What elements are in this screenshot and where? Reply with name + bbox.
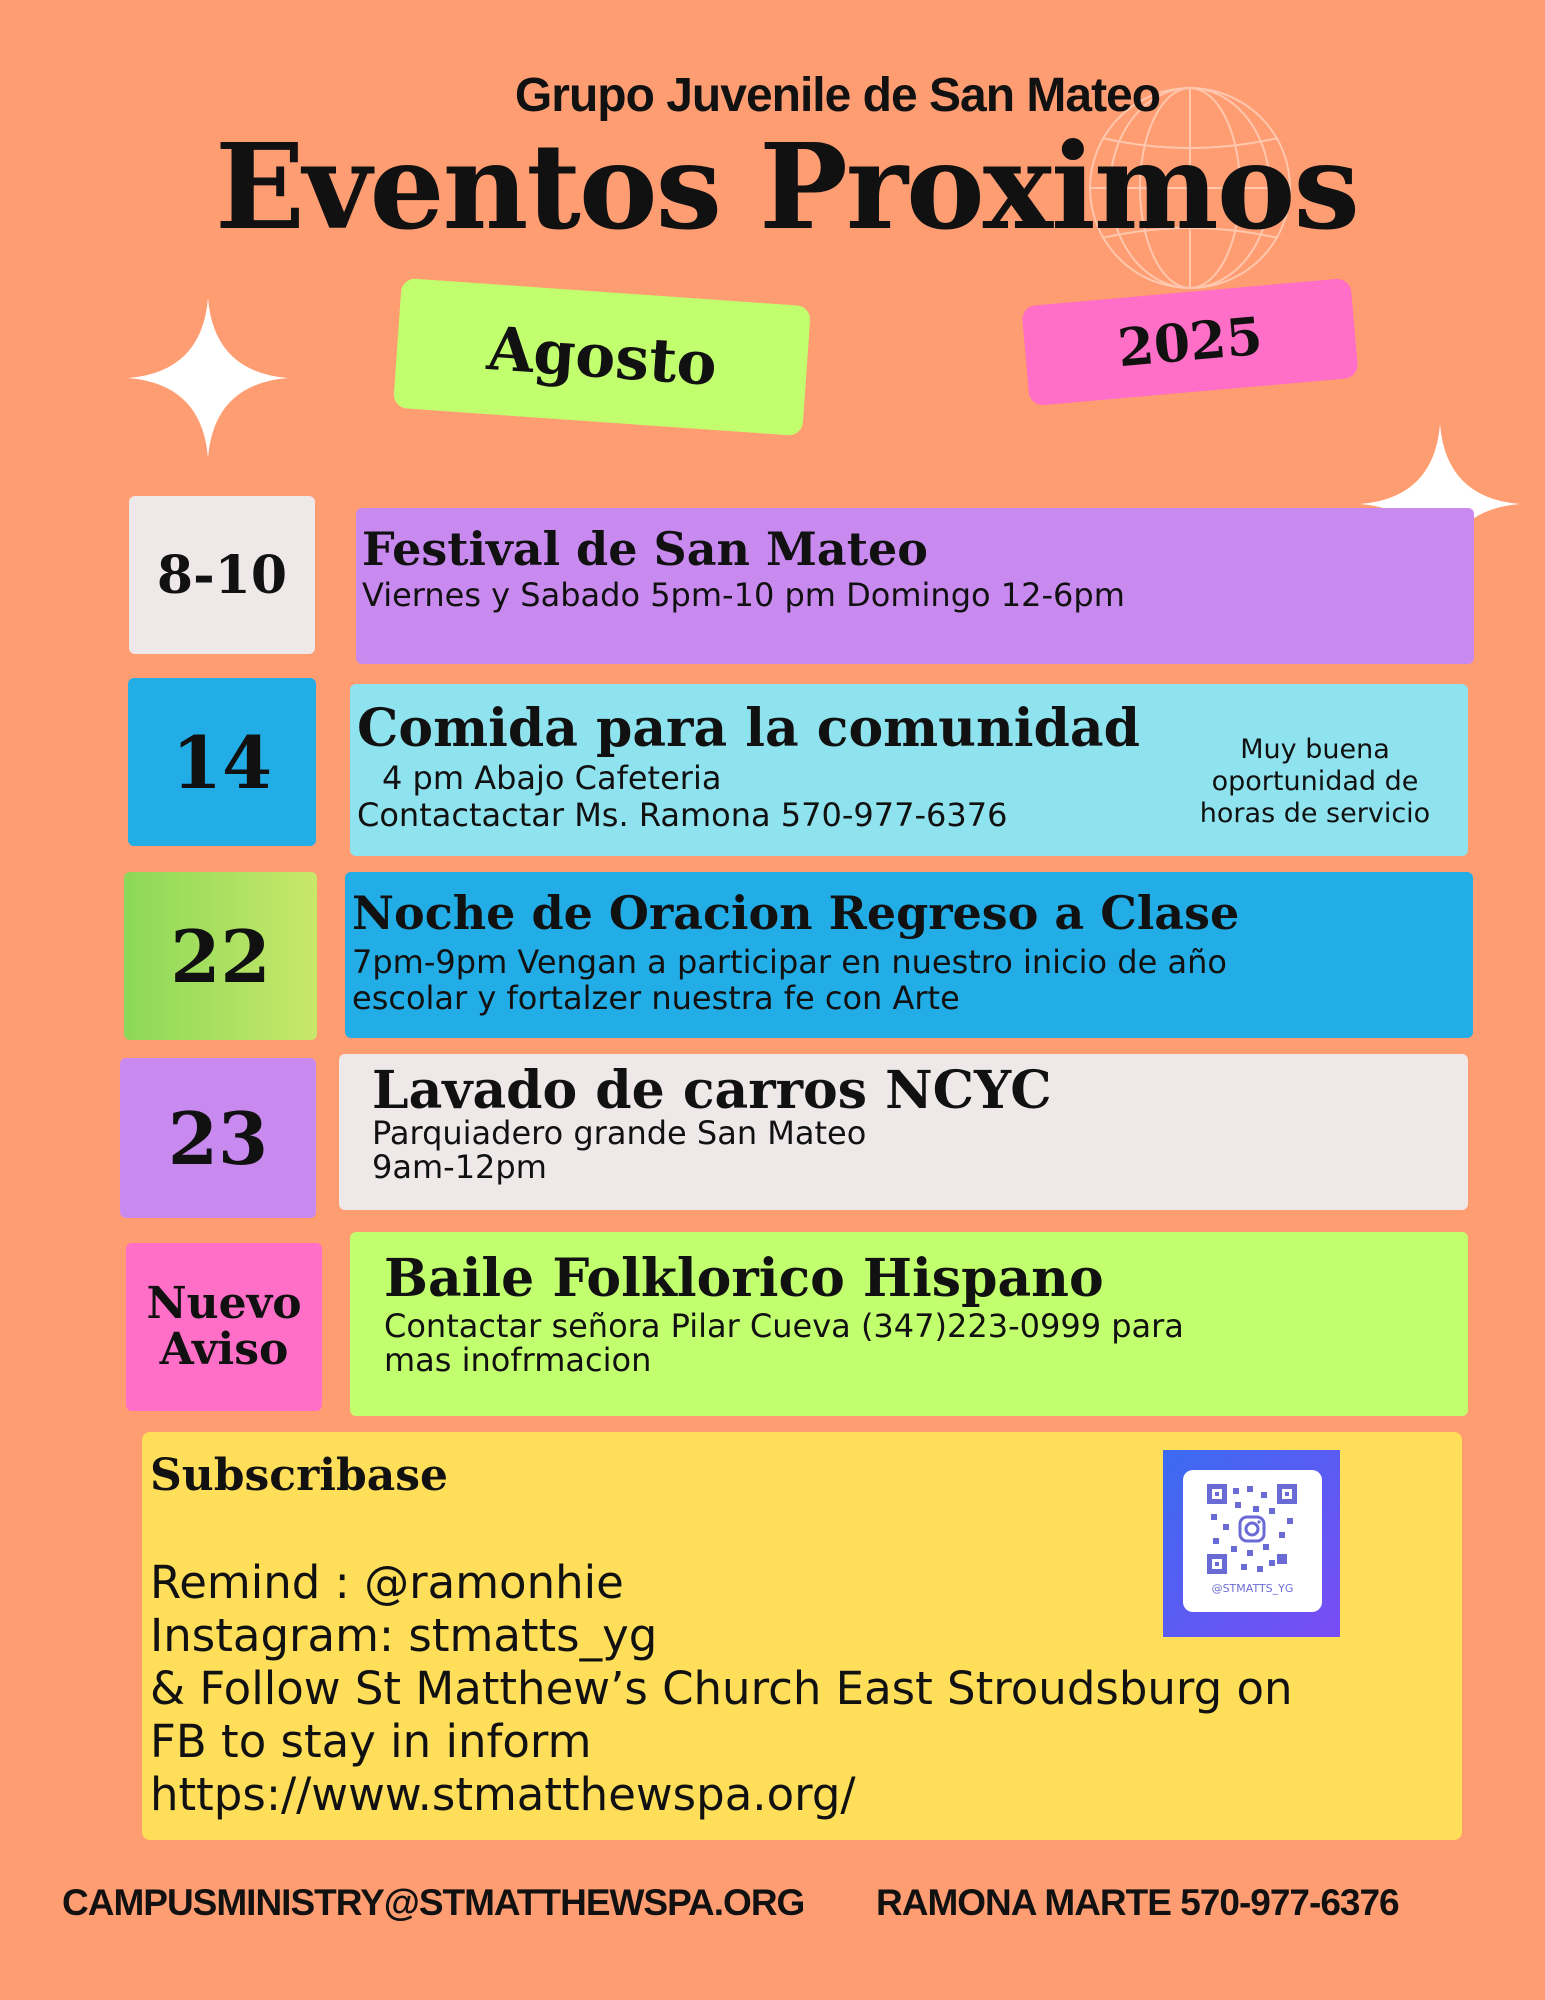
event-details: 7pm-9pm Vengan a participar en nuestro inicio de año xyxy=(352,943,1227,981)
event-date-badge: Nuevo Aviso xyxy=(126,1243,322,1411)
page-title: Eventos Proximos xyxy=(215,117,1358,256)
subscribe-line: FB to stay in inform xyxy=(150,1715,592,1768)
subscribe-line: & Follow St Matthew’s Church East Stroudsburg on xyxy=(150,1662,1293,1715)
qr-code-icon xyxy=(1207,1484,1297,1574)
subscribe-line: Instagram: stmatts_yg xyxy=(150,1609,658,1662)
month-tag: Agosto xyxy=(393,278,811,436)
footer-contact: RAMONA MARTE 570-977-6376 xyxy=(876,1882,1399,1923)
event-title: Comida para la comunidad xyxy=(357,698,1140,759)
event-details: Contactactar Ms. Ramona 570-977-6376 xyxy=(357,796,1008,834)
organization-name: Grupo Juvenile de San Mateo xyxy=(514,69,1161,122)
event-date-badge: 8-10 xyxy=(129,496,315,654)
event-details: mas inofrmacion xyxy=(384,1341,652,1379)
event-title: Noche de Oracion Regreso a Clase xyxy=(352,886,1240,940)
event-note: Muy buena oportunidad de horas de servicio xyxy=(1199,734,1431,829)
event-details: escolar y fortalzer nuestra fe con Arte xyxy=(352,979,960,1017)
qr-code[interactable] xyxy=(1183,1470,1322,1612)
event-title: Lavado de carros NCYC xyxy=(372,1060,1052,1121)
event-details: Viernes y Sabado 5pm-10 pm Domingo 12-6pm xyxy=(362,576,1125,614)
subscribe-title: Subscribase xyxy=(150,1450,449,1501)
footer-email[interactable]: CAMPUSMINISTRY@STMATTHEWSPA.ORG xyxy=(62,1882,805,1923)
qr-code-label: @STMATTS_YG xyxy=(1211,1582,1294,1595)
event-title: Baile Folklorico Hispano xyxy=(384,1248,1104,1309)
event-details: Parquiadero grande San Mateo xyxy=(372,1114,867,1152)
event-details: 4 pm Abajo Cafeteria xyxy=(382,759,722,797)
event-title: Festival de San Mateo xyxy=(362,522,928,576)
event-date-badge: 14 xyxy=(128,678,316,846)
event-details: Contactar señora Pilar Cueva (347)223-0999 para xyxy=(384,1307,1184,1345)
subscribe-line: Remind : @ramonhie xyxy=(150,1556,624,1609)
event-date-badge: 23 xyxy=(120,1058,316,1218)
website-link[interactable]: https://www.stmatthewspa.org/ xyxy=(150,1768,856,1821)
event-details: 9am-12pm xyxy=(372,1148,547,1186)
event-date-badge: 22 xyxy=(124,872,317,1040)
year-tag: 2025 xyxy=(1021,278,1358,406)
sparkle-icon xyxy=(128,298,288,458)
